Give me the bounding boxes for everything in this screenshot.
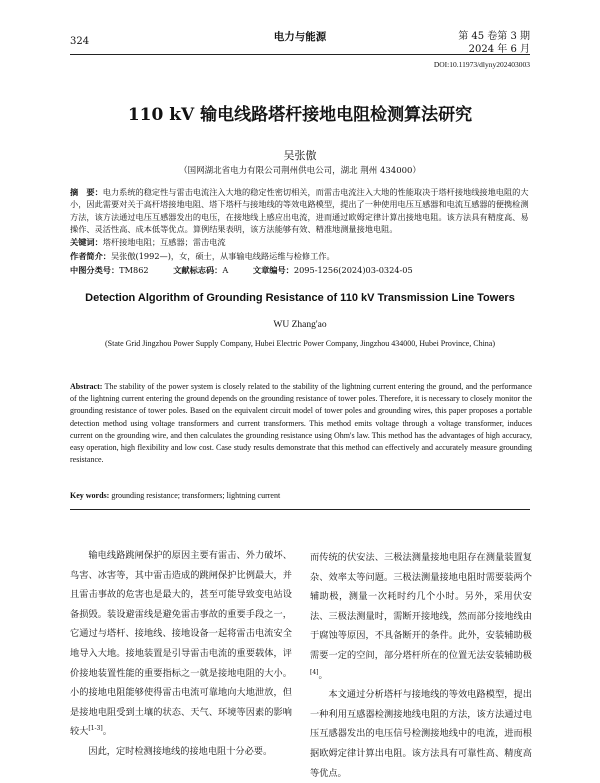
- citation: [4]: [310, 668, 319, 676]
- abstract-en: [70, 381, 532, 466]
- clc-label: 中图分类号：: [70, 265, 120, 275]
- paper-title-cn: 110 kV 输电线路塔杆接地电阻检测算法研究: [127, 105, 473, 125]
- keywords-cn: [70, 236, 532, 248]
- paper-title-en: Detection Algorithm of Grounding Resistance of 110 kV Transmission Line Towers: [85, 292, 515, 304]
- article-number-label: 文章编号：: [252, 265, 294, 275]
- doc-code-label: 文献标志码：: [173, 265, 223, 275]
- clc-value: TM862: [119, 265, 149, 275]
- article-number-value: 2095-1256(2024)03-0324-05: [293, 265, 413, 275]
- author-bio-text: 吴张傲(1992—)，女，硕士，从事输电线路运维与检修工作。: [110, 251, 335, 261]
- citation: [1-3]: [88, 725, 103, 733]
- body-paragraph: 本文通过分析塔杆与接地线的等效电路模型，提出一种利用互感器检测接地线电阻的方法，该方法通过电压互感器发出的电压信号检测接地线中的电流，进而根据欧姆定律计算出电阻。该方法具有可靠性高、精度高等优点。: [310, 689, 532, 779]
- body-paragraph: 输电线路跳闸保护的原因主要有雷击、外力破坏、鸟害、冰害等，其中雷击造成的跳闸保护比例最大，并且雷击事故的危害也是最大的，甚至可能导致变电站设备损毁。装设避雷线是避免雷击事故的重要手段之一，它通过与塔杆、接地线、接地设备一起将雷击电流安全地导入大地。接地装置是引导雷击电流的重要载体，评价接地装置性能的重要指标之一就是接地电阻的大小。小的接地电阻能够使得雷击电流可靠地向大地泄放，但是接地电阻受到土壤的状态、天气、环境等因素的影响较大[1-3]。: [70, 550, 292, 738]
- abstract-en-text: The stability of the power system is closely related to the stability of the lightning current entering the ground, and the performance of the lightning current entering the ground depends on the grounding resistance of tower poles. Therefore, it is necessary to closely monitor the grounding resistance of tower poles. Based on the equivalent circuit model of tower poles and grounding wires, this paper proposes a portable detection method using voltage transformers and current transformers. This method emits voltage through a voltage transformer, induces current on the grounding wire, and then calculates the grounding resistance using Ohm's law. This method has the advantages of high accuracy, easy operation, high flexibility and low cost. Case study results demonstrate that this method can effectively and accurately measure grounding resistance.: [70, 382, 532, 465]
- abstract-cn: [70, 186, 532, 236]
- affiliation-en: (State Grid Jingzhou Power Supply Company, Hubei Electric Power Company, Jingzhou 434000, Hubei Province, China): [104, 339, 495, 348]
- doi: DOI:10.11973/dlyny202403003: [433, 60, 530, 69]
- body-paragraph: 因此，定时检测接地线的接地电阻十分必要。: [88, 745, 273, 757]
- abstract-cn-label: 摘 要：: [70, 187, 103, 197]
- body-paragraph: 而传统的伏安法、三极法测量接地电阻存在测量装置复杂、效率太等问题。三极法测量接地电阻时需要装两个辅助极，测量一次耗时约几个小时。另外，采用伏安法、三极法测量时，需断开接地线，然而部分接地线由于腐蚀等原因，不具备断开的条件。此外，安装辅助极需要一定的空间，部分塔杆所在的位置无法安装辅助极[4]。: [310, 552, 532, 681]
- header-rule: [70, 54, 530, 55]
- affiliation-cn: （国网湖北省电力有限公司荆州供电公司，湖北 荆州 434000）: [179, 166, 421, 176]
- volume-issue: 第 45 卷第 3 期: [458, 31, 530, 42]
- issue-date: 2024 年 6 月: [468, 44, 530, 55]
- body-column-right: [310, 548, 532, 783]
- classification-line: [70, 264, 532, 276]
- body-column-left: [70, 546, 292, 762]
- author-en: WU Zhang'ao: [273, 320, 327, 330]
- abstract-rule: [70, 509, 530, 510]
- abstract-cn-text: 电力系统的稳定性与雷击电流注入大地的稳定性密切相关，而雷击电流注入大地的性能取决于塔杆接地线接地电阻的大小，因此需要对关于高杆塔接地电阻、塔下塔杆与接地线的等效电路模型，提出了一种使用电压互感器和电流互感器的便携检测方法，该方法通过电压互感器发出的电压，在接地线上感应出电流，进而通过欧姆定律计算出接地电阻。该方法具有精度高、易操作、灵活性高、成本低等优点。算例结果表明，该方法能够有效、精准地测量接地电阻。: [70, 187, 529, 235]
- author-cn: 吴张傲: [283, 149, 317, 162]
- keywords-cn-text: 塔杆接地电阻；互感器；雷击电流: [102, 237, 226, 247]
- doc-code-value: A: [222, 265, 229, 275]
- keywords-en: [70, 490, 532, 502]
- keywords-en-label: Key words:: [70, 491, 110, 500]
- keywords-cn-label: 关键词：: [70, 237, 103, 247]
- journal-name: 电力与能源: [273, 31, 327, 43]
- keywords-en-text: grounding resistance; transformers; lightning current: [111, 491, 281, 500]
- abstract-en-label: Abstract:: [70, 382, 103, 391]
- author-bio-label: 作者简介：: [70, 251, 111, 261]
- author-bio: [70, 250, 532, 262]
- page-number: 324: [70, 36, 90, 47]
